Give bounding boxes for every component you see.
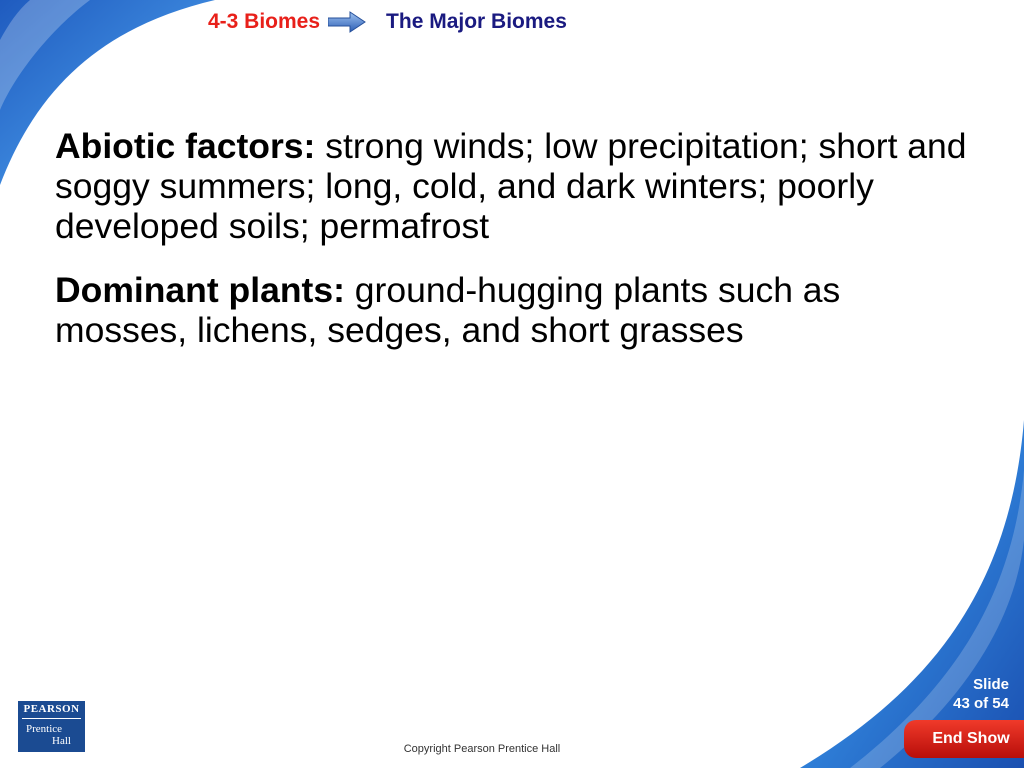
logo-divider	[22, 718, 81, 719]
slide-header	[208, 8, 567, 36]
logo-line-2: Hall	[52, 735, 71, 747]
dominant-plants-text: ground-hugging plants such as mosses, lichens, sedges, and short grasses	[55, 270, 841, 350]
section-label: 4-3 Biomes	[208, 10, 321, 33]
slide-content	[55, 126, 975, 374]
dominant-plants-label: Dominant plants:	[55, 270, 345, 310]
arrow-right-icon	[328, 11, 366, 33]
abiotic-factors-paragraph	[55, 126, 975, 246]
dominant-plants-paragraph	[55, 270, 975, 350]
slide-counter	[953, 675, 1009, 713]
abiotic-factors-label: Abiotic factors:	[55, 126, 316, 166]
page-title: The Major Biomes	[386, 10, 567, 33]
copyright-notice: Copyright Pearson Prentice Hall	[403, 743, 561, 755]
abiotic-factors-text: strong winds; low precipitation; short and soggy summers; long, cold, and dark winters; poorly developed soils; permafrost	[55, 126, 967, 246]
slide-label: Slide	[973, 676, 1009, 693]
end-show-button[interactable]: End Show	[904, 720, 1024, 758]
slide-number: 43 of 54	[953, 695, 1009, 712]
logo-line-1: Prentice	[26, 723, 63, 735]
logo-brand: PEARSON	[23, 703, 80, 715]
